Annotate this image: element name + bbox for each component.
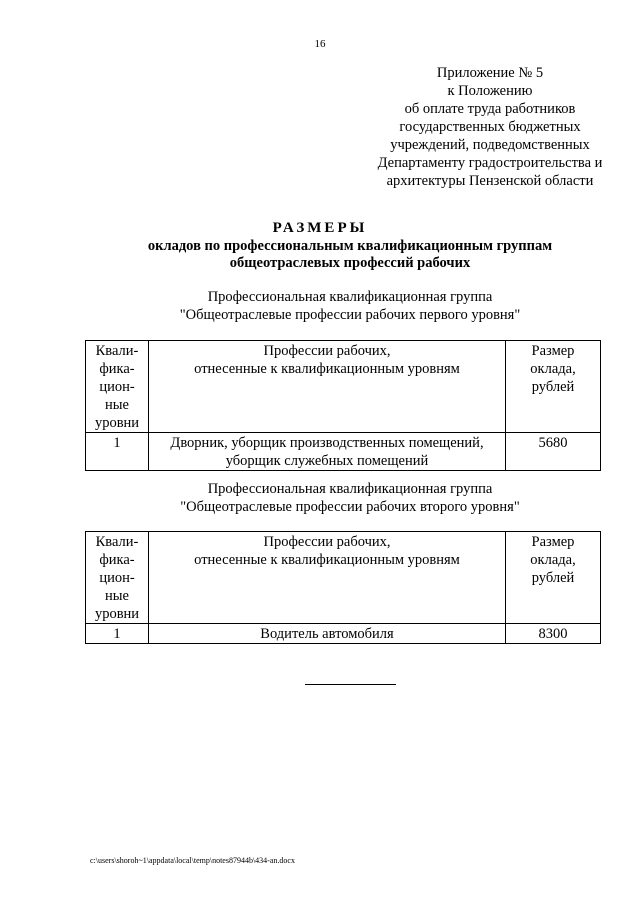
appendix-line: государственных бюджетных <box>399 119 581 135</box>
group-heading-first-level <box>0 288 640 324</box>
group-heading-line: Профессиональная квалификационная группа <box>207 289 493 305</box>
group-heading-second-level <box>0 480 640 516</box>
table-header-row <box>86 341 601 433</box>
appendix-line: Приложение № 5 <box>436 65 544 81</box>
cell-salary: 8300 <box>506 624 601 644</box>
header-professions: Профессии рабочих, отнесенные к квалификационным уровням <box>149 341 506 433</box>
table-header-row <box>86 532 601 624</box>
group-heading-line: "Общеотраслевые профессии рабочих второго уровня" <box>180 499 520 515</box>
document-subtitle <box>0 238 640 272</box>
header-qualification-level: Квали- фика- цион- ные уровни <box>86 532 149 624</box>
group-heading-line: Профессиональная квалификационная группа <box>207 481 493 497</box>
appendix-line: Департаменту градостроительства и <box>377 155 603 171</box>
header-qualification-level: Квали- фика- цион- ные уровни <box>86 341 149 433</box>
salary-table-second-level <box>85 531 601 644</box>
table-row <box>86 624 601 644</box>
cell-level: 1 <box>86 433 149 471</box>
subtitle-line: окладов по профессиональным квалификационным группам <box>147 238 553 254</box>
table-row <box>86 433 601 471</box>
header-salary: Размер оклада, рублей <box>506 341 601 433</box>
appendix-line: учреждений, подведомственных <box>390 137 590 153</box>
cell-level: 1 <box>86 624 149 644</box>
header-salary: Размер оклада, рублей <box>506 532 601 624</box>
appendix-line: архитектуры Пензенской области <box>386 173 594 189</box>
subtitle-line: общеотраслевых профессий рабочих <box>229 255 471 271</box>
header-professions: Профессии рабочих, отнесенные к квалификационным уровням <box>149 532 506 624</box>
appendix-line: об оплате труда работников <box>404 101 576 117</box>
appendix-line: к Положению <box>447 83 533 99</box>
salary-table-first-level <box>85 340 601 471</box>
cell-professions: Водитель автомобиля <box>149 624 506 644</box>
page-number: 16 <box>314 38 326 50</box>
appendix-reference <box>350 64 630 190</box>
document-title: РАЗМЕРЫ <box>272 220 368 236</box>
cell-salary: 5680 <box>506 433 601 471</box>
cell-professions: Дворник, уборщик производственных помещений, уборщик служебных помещений <box>149 433 506 471</box>
closing-divider <box>305 684 396 685</box>
group-heading-line: "Общеотраслевые профессии рабочих первого уровня" <box>179 307 521 323</box>
file-path-footer: c:\users\shoroh~1\appdata\local\temp\notes87944b\434-an.docx <box>90 856 295 865</box>
